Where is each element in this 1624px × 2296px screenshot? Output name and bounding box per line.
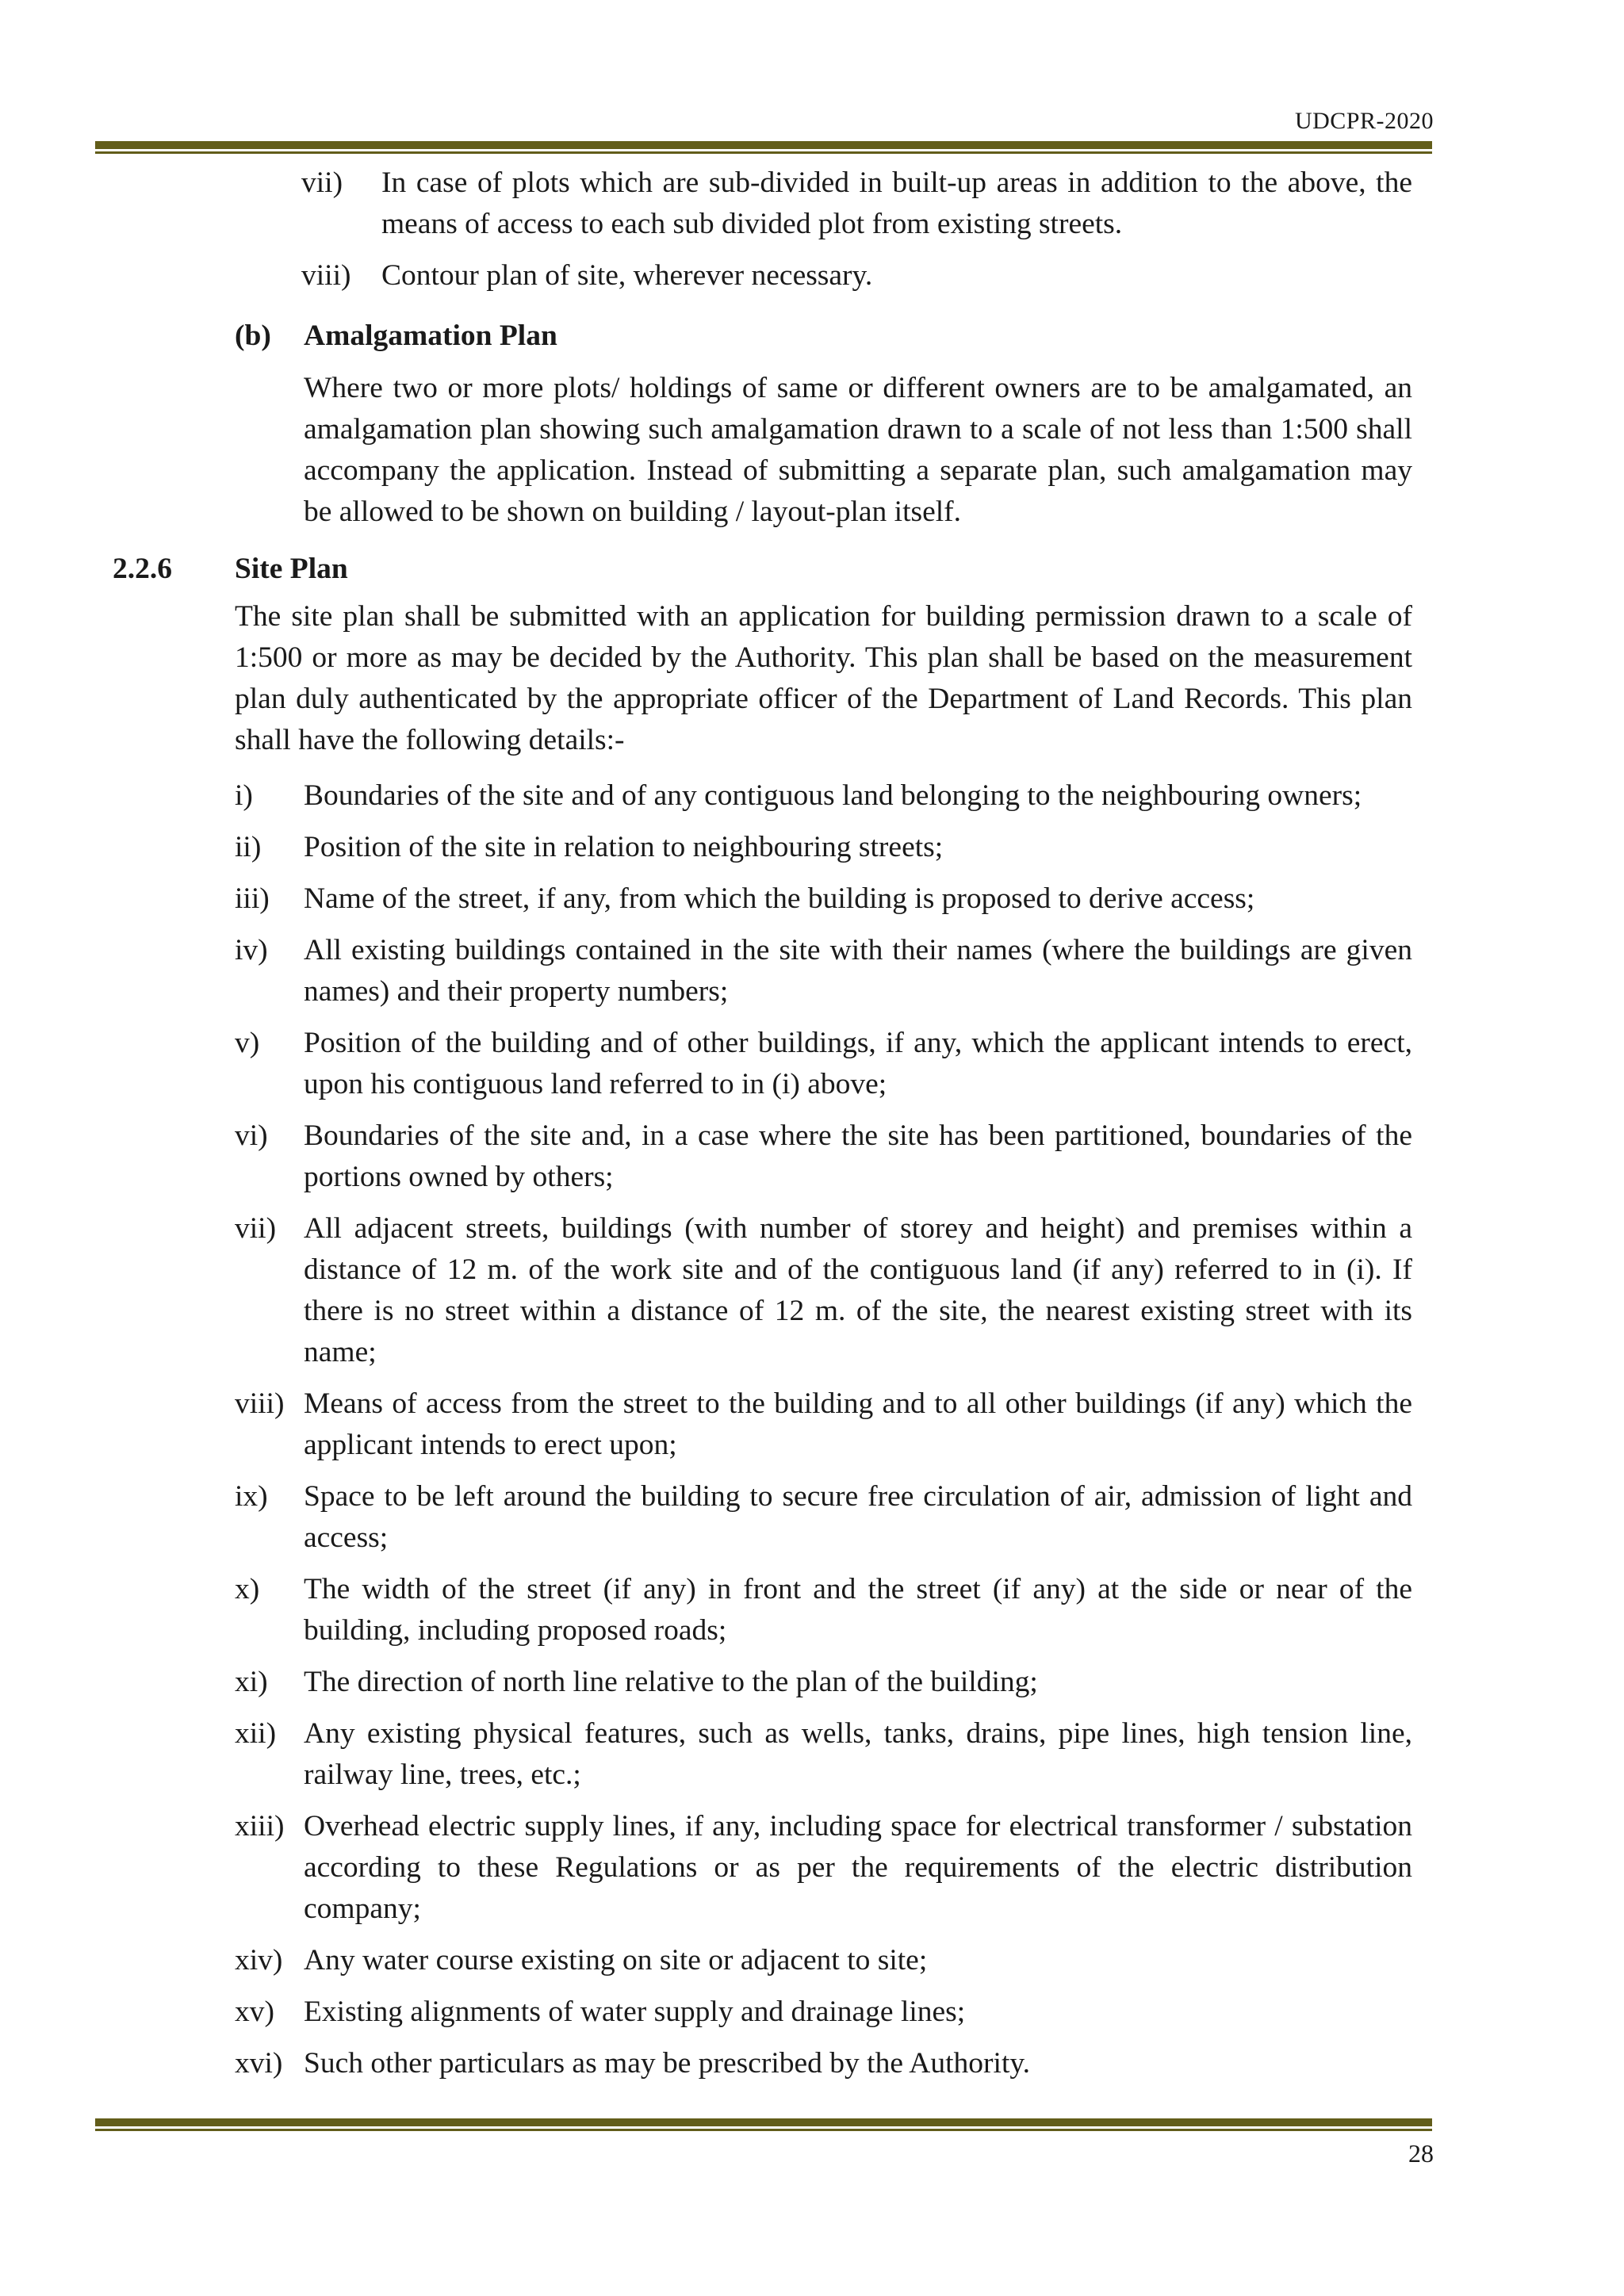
list-item-text: Any existing physical features, such as wells, tanks, drains, pipe lines, high tension line, railway line, trees, etc.; <box>304 1717 1412 1791</box>
list-item-text: In case of plots which are sub-divided in built-up areas in addition to the above, the means of access to each sub divided plot from existing streets. <box>381 166 1412 240</box>
list-item <box>0 163 1624 245</box>
list-item-text: Contour plan of site, wherever necessary. <box>381 259 873 292</box>
subsection-number: (b) <box>235 320 271 352</box>
list-item <box>0 827 1624 868</box>
list-item-text: Overhead electric supply lines, if any, including space for electrical transformer / substation according to these Regulations or as per the requirements of the electric distribution company; <box>304 1810 1412 1925</box>
list-item <box>0 775 1624 817</box>
list-item <box>0 1115 1624 1198</box>
list-item <box>0 1662 1624 1703</box>
list-item <box>0 878 1624 920</box>
subsection-title: Amalgamation Plan <box>304 320 557 352</box>
section-number: 2.2.6 <box>113 553 172 585</box>
list-item-text: Any water course existing on site or adjacent to site; <box>304 1944 928 1976</box>
list-item-number: v) <box>235 1027 260 1059</box>
list-item-text: Boundaries of the site and, in a case where the site has been partitioned, boundaries of the portions owned by others; <box>304 1119 1412 1193</box>
list-item-number: vii) <box>235 1212 277 1245</box>
list-item-number: ii) <box>235 831 262 863</box>
section-title: Site Plan <box>235 553 348 585</box>
list-item <box>0 1208 1624 1373</box>
list-item <box>0 2043 1624 2084</box>
list-item-number: vii) <box>301 166 343 199</box>
list-item-text: Existing alignments of water supply and drainage lines; <box>304 1996 966 2028</box>
list-item-number: vi) <box>235 1119 268 1152</box>
list-item <box>0 1940 1624 1981</box>
list-item <box>0 1023 1624 1105</box>
list-item-text: Means of access from the street to the building and to all other buildings (if any) which the applicant intends to erect upon; <box>304 1387 1412 1461</box>
site-plan-list <box>0 775 1624 2084</box>
list-item-number: xiv) <box>235 1944 283 1976</box>
list-item-number: ix) <box>235 1480 268 1513</box>
site-plan-intro: The site plan shall be submitted with an application for building permission drawn to a scale of 1:500 or more as may be decided by the Authority. This plan shall be based on the measurement plan duly authenticated by the appropriate officer of the Department of Land Records. This plan shall have the following details:- <box>235 600 1412 756</box>
page-body <box>0 163 1624 2095</box>
list-item-number: iii) <box>235 882 270 915</box>
list-item-number: xiii) <box>235 1810 285 1843</box>
list-item-text: The direction of north line relative to the plan of the building; <box>304 1666 1038 1698</box>
footer-rule-thick <box>95 2118 1432 2126</box>
list-item-number: xv) <box>235 1996 274 2028</box>
list-item-text: Boundaries of the site and of any contiguous land belonging to the neighbouring owners; <box>304 779 1362 812</box>
list-item-text: Space to be left around the building to secure free circulation of air, admission of light and access; <box>304 1480 1412 1554</box>
header-rule-thin <box>95 151 1432 154</box>
list-item-number: i) <box>235 779 253 812</box>
list-item-number: viii) <box>235 1387 285 1420</box>
list-item <box>0 1992 1624 2033</box>
footer-rule-thin <box>95 2129 1432 2131</box>
list-item-number: x) <box>235 1573 260 1605</box>
list-item-text: Position of the site in relation to neighbouring streets; <box>304 831 944 863</box>
list-item <box>0 1569 1624 1651</box>
list-item <box>0 1383 1624 1466</box>
running-header: UDCPR-2020 <box>1294 108 1434 134</box>
list-item-number: xvi) <box>235 2047 283 2080</box>
list-item-text: All adjacent streets, buildings (with number of storey and height) and premises within a distance of 12 m. of the work site and of the contiguous land (if any) referred to in (i). If there is no street within a distance of 12 m. of the site, the nearest existing street with its name; <box>304 1212 1412 1368</box>
subsection-heading <box>0 316 1624 357</box>
list-item-number: viii) <box>301 259 351 292</box>
header-rule-thick <box>95 141 1432 149</box>
page-number: 28 <box>1408 2139 1434 2168</box>
list-item <box>0 1806 1624 1930</box>
list-item <box>0 1476 1624 1559</box>
list-item-text: Position of the building and of other buildings, if any, which the applicant intends to erect, upon his contiguous land referred to in (i) above; <box>304 1027 1412 1100</box>
list-item-number: xi) <box>235 1666 268 1698</box>
list-item-text: The width of the street (if any) in front and the street (if any) at the side or near of the building, including proposed roads; <box>304 1573 1412 1647</box>
list-item <box>0 255 1624 297</box>
list-item-text: Name of the street, if any, from which the building is proposed to derive access; <box>304 882 1255 915</box>
list-item <box>0 1713 1624 1796</box>
list-item <box>0 930 1624 1012</box>
list-item-number: xii) <box>235 1717 277 1750</box>
list-item-text: Such other particulars as may be prescribed by the Authority. <box>304 2047 1031 2080</box>
list-item-number: iv) <box>235 934 268 966</box>
section-heading <box>0 549 1624 590</box>
list-item-text: All existing buildings contained in the site with their names (where the buildings are given names) and their property numbers; <box>304 934 1412 1008</box>
amalgamation-paragraph: Where two or more plots/ holdings of same or different owners are to be amalgamated, an amalgamation plan showing such amalgamation drawn to a scale of not less than 1:500 shall accompany the application. Instead of submitting a separate plan, such amalgamation may be allowed to be shown on building / layout-plan itself. <box>304 372 1412 528</box>
